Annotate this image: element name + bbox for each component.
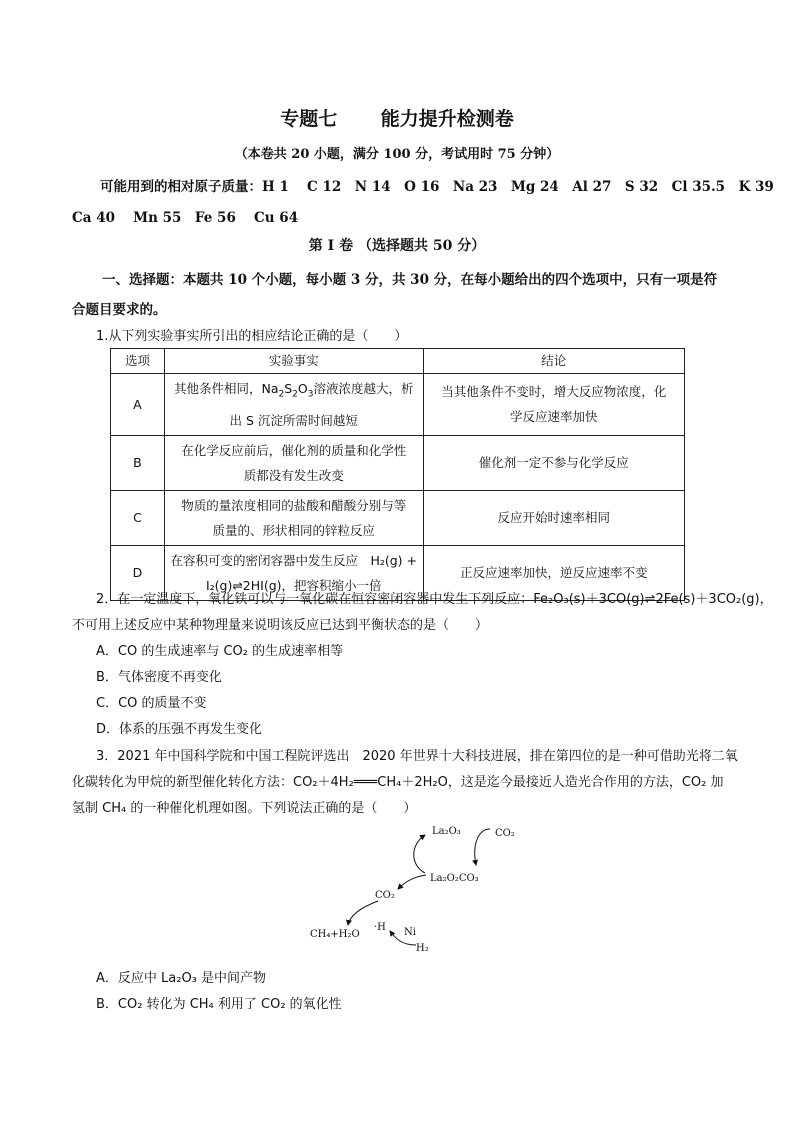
row-conclusion: 正反应速率加快，逆反应速率不变	[423, 545, 684, 600]
q2-stem-line-1: 2．在一定温度下，氧化铁可以与一氧化碳在恒容密闭容器中发生下列反应：Fe₂O₃(s)＋3CO(g)⇌2Fe(s)＋3CO₂(g)，	[96, 592, 773, 607]
h2-label: H₂	[416, 943, 429, 954]
q1-stem: 1.从下列实验事实所引出的相应结论正确的是（ ）	[96, 329, 408, 344]
table-row	[111, 435, 685, 490]
subscript: 3	[307, 389, 314, 400]
conclusion-text: 当其他条件不变时，增大反应物浓度，化	[441, 384, 667, 400]
conclusion-text: 学反应速率加快	[510, 409, 598, 425]
fact-text: 质都没有发生改变	[243, 467, 344, 483]
q3-stem-line-3: 氢制 CH₄ 的一种催化机理如图。下列说法正确的是（ ）	[72, 801, 417, 816]
fact-text: I₂(g)⇌2HI(g)，把容积缩小一倍	[205, 577, 382, 593]
row-option: C	[111, 490, 165, 545]
section-title: 第 I 卷 （选择题共 50 分）	[308, 238, 486, 254]
products-label: CH₄+H₂O	[310, 929, 360, 940]
q2-option-a: A．CO 的生成速率与 CO₂ 的生成速率相等	[96, 644, 344, 659]
table-row	[111, 374, 685, 436]
arrow-la2o2co3-to-la2o3	[414, 835, 425, 873]
atomic-mass-line-2: Ca 40 Mn 55 Fe 56 Cu 64	[72, 210, 299, 226]
table-row	[111, 490, 685, 545]
q3-stem-line-2: 化碳转化为甲烷的新型催化转化方法：CO₂＋4H₂═══CH₄＋2H₂O，这是迄今最接近人造光合作用的方法，CO₂ 加	[72, 775, 724, 790]
page-title: 专题七 能力提升检测卷	[280, 108, 514, 130]
row-conclusion	[423, 374, 684, 436]
row-option: D	[111, 545, 165, 600]
q2-option-d: D．体系的压强不再发生变化	[96, 722, 263, 737]
q2-option-c: C．CO 的质量不变	[96, 696, 207, 711]
q3-option-a: A．反应中 La₂O₃ 是中间产物	[96, 971, 267, 986]
row-option: A	[111, 374, 165, 436]
co2-mid-label: CO₂	[375, 890, 395, 901]
row-fact	[164, 490, 423, 545]
co2-top-label: CO₂	[495, 828, 515, 839]
arrow-co2-to-la2o2co3	[475, 829, 490, 865]
table-header-conclusion: 结论	[423, 349, 684, 374]
fact-text: S	[284, 381, 293, 396]
fact-text: 在化学反应前后，催化剂的质量和化学性	[181, 442, 407, 458]
fact-text: 出 S 沉淀所需时间越短	[229, 412, 358, 428]
exam-subtitle: （本卷共 20 小题，满分 100 分，考试用时 75 分钟）	[234, 147, 560, 162]
row-fact	[164, 435, 423, 490]
fact-text: 溶液浓度越大，析	[313, 381, 414, 396]
table-header-option: 选项	[111, 349, 165, 374]
q1-table	[110, 348, 685, 601]
arrow-to-co2-mid	[398, 875, 426, 889]
table-header-fact: 实验事实	[164, 349, 423, 374]
section-intro-line-2: 合题目要求的。	[72, 302, 167, 318]
catalytic-mechanism-diagram	[300, 817, 530, 957]
q3-stem-line-1: 3．2021 年中国科学院和中国工程院评选出 2020 年世界十大科技进展，排在第四位的是一种可借助光将二氧	[96, 749, 738, 764]
row-conclusion: 反应开始时速率相同	[423, 490, 684, 545]
fact-text: 物质的量浓度相同的盐酸和醋酸分别与等	[181, 497, 407, 513]
section-intro-line-1: 一、选择题：本题共 10 个小题，每小题 3 分，共 30 分，在每小题给出的四个选项中，只有一项是符	[102, 272, 718, 288]
row-fact	[164, 374, 423, 436]
fact-text: 在容积可变的密闭容器中发生反应 H₂(g) +	[170, 552, 417, 568]
la2o2co3-label: La₂O₂CO₃	[430, 873, 479, 884]
fact-text: 其他条件相同，Na	[173, 381, 279, 396]
row-option: B	[111, 435, 165, 490]
subscript: 2	[278, 389, 285, 400]
atomic-mass-line-1: 可能用到的相对原子质量：H 1 C 12 N 14 O 16 Na 23 Mg 24 Al 27 S 32 Cl 35.5 K 39	[100, 179, 774, 195]
h-radical-label: ·H	[374, 922, 386, 933]
ni-label: Ni	[404, 927, 416, 938]
row-conclusion: 催化剂一定不参与化学反应	[423, 435, 684, 490]
q2-stem-line-2: 不可用上述反应中某种物理量来说明该反应已达到平衡状态的是（ ）	[72, 618, 489, 633]
subscript: 2	[292, 389, 298, 400]
fact-text: O	[297, 381, 308, 396]
q3-option-b: B．CO₂ 转化为 CH₄ 利用了 CO₂ 的氧化性	[96, 997, 342, 1012]
q2-option-b: B．气体密度不再变化	[96, 670, 222, 685]
fact-text: 质量的、形状相同的锌粒反应	[212, 522, 375, 538]
la2o3-label: La₂O₃	[432, 826, 461, 837]
